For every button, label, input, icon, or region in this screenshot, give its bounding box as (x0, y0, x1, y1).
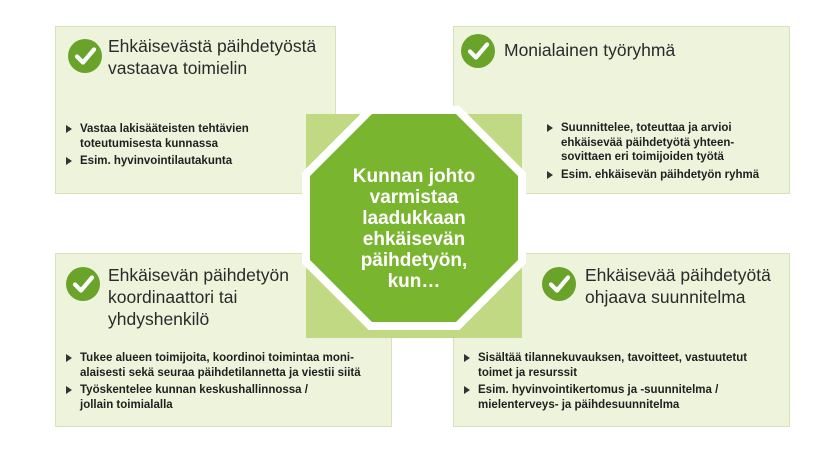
center-statement: Kunnan johto varmistaa laadukkaan ehkäisevän päihdetyön, kun… (352, 166, 476, 292)
list-item (66, 122, 326, 151)
box-responsible-body (55, 26, 336, 194)
box-heading: Ehkäisevästä päihdetyöstä vastaava toimielin (108, 36, 317, 78)
triangle-bullet-icon (66, 354, 72, 362)
box-heading: Ehkäisevää päihdetyötä ohjaava suunnitelma (585, 265, 771, 307)
bullet-text: Esim. hyvinvointilautakunta (80, 155, 233, 167)
list-item (464, 351, 789, 380)
list-item (464, 383, 789, 412)
triangle-bullet-icon (66, 386, 72, 394)
triangle-bullet-icon (464, 386, 470, 394)
bullet-text: Suunnittelee, toteuttaa ja arvioi ehkäisevää päihdetyötä yhteen- sovittaen eri toimijoiden työtä (561, 122, 735, 163)
box-heading: Ehkäisevän päihdetyön koordinaattori tai yhdyshenkilö (108, 265, 289, 329)
bullet-text: Esim. ehkäisevän päihdetyön ryhmä (561, 168, 760, 181)
list-item (66, 154, 326, 169)
box-heading: Monialainen työryhmä (504, 40, 676, 60)
triangle-bullet-icon (66, 125, 72, 133)
bullet-text: Esim. hyvinvointikertomus ja -suunnitelma / mielenterveys- ja päihdesuunnitelma (478, 384, 719, 411)
list-item (547, 168, 787, 183)
triangle-bullet-icon (547, 124, 553, 132)
bullet-text: Tukee alueen toimijoita, koordinoi toimintaa moni- alaisesti sekä seuraa päihdetilannetta ja viestii siitä (80, 352, 361, 379)
bullet-text: Vastaa lakisääteisten tehtävien toteutumisesta kunnassa (80, 123, 249, 150)
bullet-text: Sisältää tilannekuvauksen, tavoitteet, vastuutetut toimet ja resurssit (478, 352, 748, 379)
list-item (66, 351, 391, 380)
bullet-list (66, 351, 391, 415)
bullet-text: Työskentelee kunnan keskushallinnossa / jollain toimialalla (80, 384, 308, 411)
triangle-bullet-icon (464, 354, 470, 362)
bullet-list (464, 351, 789, 415)
bullet-list (547, 121, 787, 185)
triangle-bullet-icon (547, 171, 553, 179)
check-circle-icon (66, 267, 100, 301)
check-circle-icon (68, 39, 102, 73)
triangle-bullet-icon (66, 157, 72, 165)
check-circle-icon (542, 267, 576, 301)
check-circle-icon (461, 34, 495, 68)
list-item (66, 383, 391, 412)
list-item (547, 121, 787, 165)
bullet-list (66, 122, 326, 172)
